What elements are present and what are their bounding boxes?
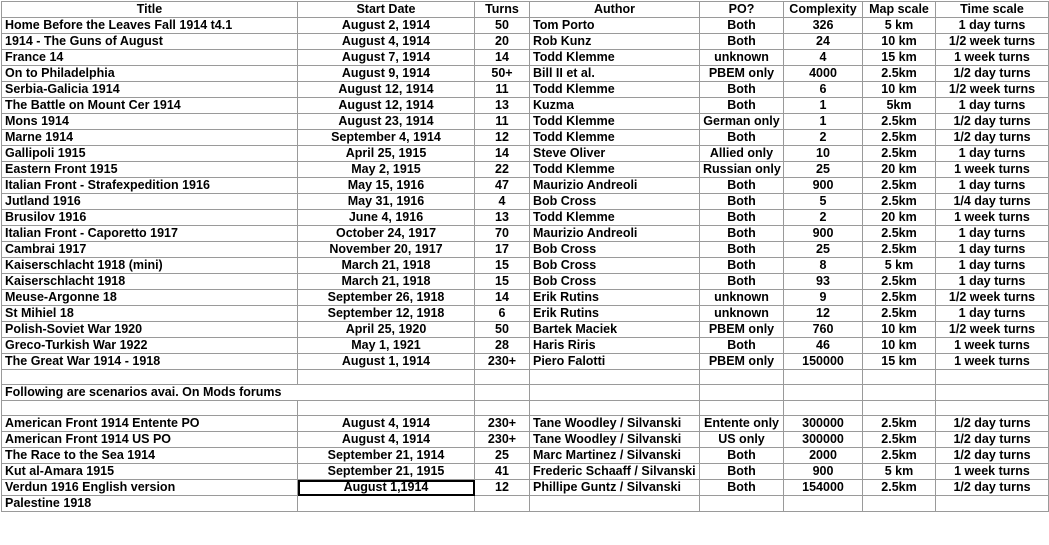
map-scale-cell[interactable]: 2.5km xyxy=(863,416,936,432)
complexity-cell[interactable]: 1 xyxy=(784,98,863,114)
complexity-cell[interactable]: 900 xyxy=(784,226,863,242)
title-cell[interactable]: Greco-Turkish War 1922 xyxy=(2,338,298,354)
author-cell[interactable]: Bill II et al. xyxy=(530,66,700,82)
title-cell[interactable]: Eastern Front 1915 xyxy=(2,162,298,178)
complexity-cell[interactable]: 2 xyxy=(784,130,863,146)
table-cell[interactable] xyxy=(784,370,863,385)
complexity-cell[interactable]: 900 xyxy=(784,178,863,194)
map-scale-cell[interactable]: 2.5km xyxy=(863,432,936,448)
start-date-cell[interactable]: March 21, 1918 xyxy=(298,258,475,274)
turns-cell[interactable]: 17 xyxy=(475,242,530,258)
complexity-cell[interactable]: 1 xyxy=(784,114,863,130)
table-row xyxy=(2,194,1049,210)
turns-cell[interactable]: 14 xyxy=(475,290,530,306)
po-cell[interactable]: Both xyxy=(700,480,784,496)
turns-cell[interactable]: 28 xyxy=(475,338,530,354)
author-cell[interactable]: Bob Cross xyxy=(530,242,700,258)
time-scale-cell[interactable]: 1 week turns xyxy=(936,338,1049,354)
column-header[interactable]: Title xyxy=(2,2,298,18)
title-cell[interactable]: St Mihiel 18 xyxy=(2,306,298,322)
author-cell[interactable]: Erik Rutins xyxy=(530,306,700,322)
po-cell[interactable]: Both xyxy=(700,210,784,226)
map-scale-cell[interactable] xyxy=(863,496,936,512)
time-scale-cell[interactable]: 1 week turns xyxy=(936,464,1049,480)
title-cell[interactable]: The Great War 1914 - 1918 xyxy=(2,354,298,370)
title-cell[interactable]: Jutland 1916 xyxy=(2,194,298,210)
table-cell[interactable] xyxy=(784,401,863,416)
column-header[interactable]: Author xyxy=(530,2,700,18)
map-scale-cell[interactable]: 5 km xyxy=(863,464,936,480)
table-row xyxy=(2,338,1049,354)
time-scale-cell[interactable]: 1/2 day turns xyxy=(936,66,1049,82)
map-scale-cell[interactable]: 2.5km xyxy=(863,130,936,146)
time-scale-cell[interactable]: 1/4 day turns xyxy=(936,194,1049,210)
author-cell[interactable]: Erik Rutins xyxy=(530,290,700,306)
map-scale-cell[interactable]: 2.5km xyxy=(863,306,936,322)
map-scale-cell[interactable]: 2.5km xyxy=(863,114,936,130)
time-scale-cell[interactable]: 1/2 day turns xyxy=(936,448,1049,464)
complexity-cell[interactable]: 25 xyxy=(784,162,863,178)
po-cell[interactable]: unknown xyxy=(700,306,784,322)
column-header[interactable]: Start Date xyxy=(298,2,475,18)
author-cell[interactable]: Maurizio Andreoli xyxy=(530,178,700,194)
title-cell[interactable]: On to Philadelphia xyxy=(2,66,298,82)
complexity-cell[interactable]: 4 xyxy=(784,50,863,66)
complexity-cell[interactable]: 4000 xyxy=(784,66,863,82)
time-scale-cell[interactable]: 1 week turns xyxy=(936,50,1049,66)
map-scale-cell[interactable]: 2.5km xyxy=(863,226,936,242)
time-scale-cell[interactable] xyxy=(936,496,1049,512)
complexity-cell[interactable]: 93 xyxy=(784,274,863,290)
turns-cell[interactable]: 50+ xyxy=(475,66,530,82)
table-row xyxy=(2,480,1049,496)
start-date-cell[interactable]: September 12, 1918 xyxy=(298,306,475,322)
title-cell[interactable]: American Front 1914 Entente PO xyxy=(2,416,298,432)
start-date-cell[interactable]: August 7, 1914 xyxy=(298,50,475,66)
start-date-cell[interactable]: August 23, 1914 xyxy=(298,114,475,130)
start-date-cell[interactable]: May 15, 1916 xyxy=(298,178,475,194)
title-cell[interactable]: Kut al-Amara 1915 xyxy=(2,464,298,480)
table-cell[interactable] xyxy=(700,385,784,401)
author-cell[interactable]: Tane Woodley / Silvanski xyxy=(530,416,700,432)
author-cell[interactable]: Piero Falotti xyxy=(530,354,700,370)
po-cell[interactable]: unknown xyxy=(700,50,784,66)
table-row xyxy=(2,18,1049,34)
author-cell[interactable]: Kuzma xyxy=(530,98,700,114)
start-date-cell[interactable]: April 25, 1920 xyxy=(298,322,475,338)
map-scale-cell[interactable]: 2.5km xyxy=(863,290,936,306)
po-cell[interactable]: PBEM only xyxy=(700,66,784,82)
column-header[interactable]: Complexity xyxy=(784,2,863,18)
start-date-cell[interactable]: May 2, 1915 xyxy=(298,162,475,178)
turns-cell[interactable]: 15 xyxy=(475,274,530,290)
turns-cell[interactable]: 4 xyxy=(475,194,530,210)
po-cell[interactable]: Both xyxy=(700,274,784,290)
time-scale-cell[interactable]: 1/2 week turns xyxy=(936,82,1049,98)
time-scale-cell[interactable]: 1 day turns xyxy=(936,18,1049,34)
table-row xyxy=(2,354,1049,370)
table-row xyxy=(2,496,1049,512)
turns-cell[interactable]: 13 xyxy=(475,210,530,226)
table-cell[interactable] xyxy=(475,385,530,401)
po-cell[interactable]: Both xyxy=(700,34,784,50)
scenario-spreadsheet xyxy=(1,1,1049,512)
table-row xyxy=(2,66,1049,82)
complexity-cell[interactable]: 2 xyxy=(784,210,863,226)
complexity-cell[interactable] xyxy=(784,496,863,512)
mods-note[interactable]: Following are scenarios avai. On Mods forums xyxy=(2,385,475,401)
column-header[interactable]: PO? xyxy=(700,2,784,18)
turns-cell[interactable]: 70 xyxy=(475,226,530,242)
table-cell[interactable] xyxy=(2,401,298,416)
table-row xyxy=(2,162,1049,178)
table-cell[interactable] xyxy=(936,401,1049,416)
start-date-cell[interactable]: March 21, 1918 xyxy=(298,274,475,290)
map-scale-cell[interactable]: 20 km xyxy=(863,210,936,226)
title-cell[interactable]: Kaiserschlacht 1918 xyxy=(2,274,298,290)
start-date-cell[interactable]: May 31, 1916 xyxy=(298,194,475,210)
title-cell[interactable]: Italian Front - Caporetto 1917 xyxy=(2,226,298,242)
title-cell[interactable]: The Race to the Sea 1914 xyxy=(2,448,298,464)
column-header[interactable]: Map scale xyxy=(863,2,936,18)
start-date-cell[interactable]: August 4, 1914 xyxy=(298,432,475,448)
complexity-cell[interactable]: 9 xyxy=(784,290,863,306)
table-row xyxy=(2,146,1049,162)
author-cell[interactable]: Haris Riris xyxy=(530,338,700,354)
author-cell[interactable]: Bob Cross xyxy=(530,258,700,274)
title-cell[interactable]: American Front 1914 US PO xyxy=(2,432,298,448)
start-date-cell[interactable]: April 25, 1915 xyxy=(298,146,475,162)
po-cell[interactable]: Both xyxy=(700,226,784,242)
author-cell[interactable]: Tom Porto xyxy=(530,18,700,34)
time-scale-cell[interactable]: 1 week turns xyxy=(936,354,1049,370)
table-cell[interactable] xyxy=(530,370,700,385)
map-scale-cell[interactable]: 2.5km xyxy=(863,178,936,194)
blank-row xyxy=(2,401,1049,416)
map-scale-cell[interactable]: 15 km xyxy=(863,50,936,66)
po-cell[interactable]: Both xyxy=(700,258,784,274)
table-row xyxy=(2,322,1049,338)
table-cell[interactable] xyxy=(784,385,863,401)
title-cell[interactable]: 1914 - The Guns of August xyxy=(2,34,298,50)
author-cell[interactable]: Bob Cross xyxy=(530,274,700,290)
author-cell[interactable]: Todd Klemme xyxy=(530,130,700,146)
scenario-rows xyxy=(2,18,1049,370)
start-date-cell[interactable]: August 12, 1914 xyxy=(298,98,475,114)
complexity-cell[interactable]: 25 xyxy=(784,242,863,258)
start-date-cell[interactable]: September 21, 1915 xyxy=(298,464,475,480)
po-cell[interactable]: US only xyxy=(700,432,784,448)
map-scale-cell[interactable]: 2.5km xyxy=(863,242,936,258)
complexity-cell[interactable]: 24 xyxy=(784,34,863,50)
title-cell[interactable]: Marne 1914 xyxy=(2,130,298,146)
complexity-cell[interactable]: 46 xyxy=(784,338,863,354)
table-row xyxy=(2,130,1049,146)
title-cell[interactable]: Brusilov 1916 xyxy=(2,210,298,226)
po-cell[interactable]: Both xyxy=(700,338,784,354)
complexity-cell[interactable]: 5 xyxy=(784,194,863,210)
table-cell[interactable] xyxy=(530,401,700,416)
time-scale-cell[interactable]: 1/2 week turns xyxy=(936,290,1049,306)
complexity-cell[interactable]: 154000 xyxy=(784,480,863,496)
turns-cell[interactable]: 47 xyxy=(475,178,530,194)
map-scale-cell[interactable]: 15 km xyxy=(863,354,936,370)
map-scale-cell[interactable]: 10 km xyxy=(863,82,936,98)
note-row xyxy=(2,385,1049,401)
po-cell[interactable]: Allied only xyxy=(700,146,784,162)
table-cell[interactable] xyxy=(863,401,936,416)
title-cell[interactable]: The Battle on Mount Cer 1914 xyxy=(2,98,298,114)
title-cell[interactable]: Palestine 1918 xyxy=(2,496,298,512)
title-cell[interactable]: Polish-Soviet War 1920 xyxy=(2,322,298,338)
author-cell[interactable]: Phillipe Guntz / Silvanski xyxy=(530,480,700,496)
map-scale-cell[interactable]: 2.5km xyxy=(863,66,936,82)
time-scale-cell[interactable]: 1/2 day turns xyxy=(936,416,1049,432)
table-row xyxy=(2,464,1049,480)
map-scale-cell[interactable]: 5km xyxy=(863,98,936,114)
map-scale-cell[interactable]: 10 km xyxy=(863,34,936,50)
table-cell[interactable] xyxy=(700,370,784,385)
map-scale-cell[interactable]: 5 km xyxy=(863,18,936,34)
complexity-cell[interactable]: 6 xyxy=(784,82,863,98)
start-date-cell[interactable]: October 24, 1917 xyxy=(298,226,475,242)
table-row xyxy=(2,82,1049,98)
time-scale-cell[interactable]: 1 week turns xyxy=(936,162,1049,178)
po-cell[interactable]: Both xyxy=(700,178,784,194)
po-cell[interactable]: German only xyxy=(700,114,784,130)
table-row xyxy=(2,98,1049,114)
complexity-cell[interactable]: 300000 xyxy=(784,432,863,448)
complexity-cell[interactable]: 12 xyxy=(784,306,863,322)
author-cell[interactable] xyxy=(530,496,700,512)
title-cell[interactable]: Gallipoli 1915 xyxy=(2,146,298,162)
time-scale-cell[interactable]: 1 day turns xyxy=(936,306,1049,322)
turns-cell[interactable]: 11 xyxy=(475,82,530,98)
turns-cell[interactable]: 14 xyxy=(475,50,530,66)
author-cell[interactable]: Todd Klemme xyxy=(530,50,700,66)
title-cell[interactable]: Mons 1914 xyxy=(2,114,298,130)
map-scale-cell[interactable]: 2.5km xyxy=(863,146,936,162)
time-scale-cell[interactable]: 1/2 week turns xyxy=(936,322,1049,338)
map-scale-cell[interactable]: 10 km xyxy=(863,322,936,338)
start-date-cell[interactable]: August 2, 1914 xyxy=(298,18,475,34)
start-date-cell[interactable]: August 12, 1914 xyxy=(298,82,475,98)
table-cell[interactable] xyxy=(530,385,700,401)
table-row xyxy=(2,210,1049,226)
start-date-cell[interactable]: June 4, 1916 xyxy=(298,210,475,226)
note-section xyxy=(2,370,1049,416)
time-scale-cell[interactable]: 1 day turns xyxy=(936,258,1049,274)
po-cell[interactable]: Both xyxy=(700,242,784,258)
table-row xyxy=(2,226,1049,242)
time-scale-cell[interactable]: 1 day turns xyxy=(936,274,1049,290)
author-cell[interactable]: Tane Woodley / Silvanski xyxy=(530,432,700,448)
complexity-cell[interactable]: 326 xyxy=(784,18,863,34)
turns-cell[interactable]: 20 xyxy=(475,34,530,50)
table-row xyxy=(2,274,1049,290)
title-cell[interactable]: Home Before the Leaves Fall 1914 t4.1 xyxy=(2,18,298,34)
blank-row xyxy=(2,370,1049,385)
start-date-cell[interactable]: August 4, 1914 xyxy=(298,416,475,432)
turns-cell[interactable]: 230+ xyxy=(475,432,530,448)
table-row xyxy=(2,448,1049,464)
author-cell[interactable]: Bartek Maciek xyxy=(530,322,700,338)
table-row xyxy=(2,258,1049,274)
start-date-cell[interactable]: May 1, 1921 xyxy=(298,338,475,354)
start-date-cell[interactable]: August 4, 1914 xyxy=(298,34,475,50)
author-cell[interactable]: Bob Cross xyxy=(530,194,700,210)
complexity-cell[interactable]: 10 xyxy=(784,146,863,162)
table-cell[interactable] xyxy=(936,385,1049,401)
author-cell[interactable]: Rob Kunz xyxy=(530,34,700,50)
start-date-cell[interactable]: August 1,1914 xyxy=(298,480,475,496)
table-row xyxy=(2,416,1049,432)
complexity-cell[interactable]: 760 xyxy=(784,322,863,338)
table-cell[interactable] xyxy=(700,401,784,416)
table-cell[interactable] xyxy=(475,401,530,416)
time-scale-cell[interactable]: 1/2 day turns xyxy=(936,480,1049,496)
time-scale-cell[interactable]: 1 day turns xyxy=(936,178,1049,194)
start-date-cell[interactable] xyxy=(298,496,475,512)
table-cell[interactable] xyxy=(863,385,936,401)
author-cell[interactable]: Marc Martinez / Silvanski xyxy=(530,448,700,464)
turns-cell[interactable]: 230+ xyxy=(475,354,530,370)
table-row xyxy=(2,290,1049,306)
author-cell[interactable]: Frederic Schaaff / Silvanski xyxy=(530,464,700,480)
time-scale-cell[interactable]: 1/2 day turns xyxy=(936,130,1049,146)
po-cell[interactable]: PBEM only xyxy=(700,354,784,370)
author-cell[interactable]: Steve Oliver xyxy=(530,146,700,162)
title-cell[interactable]: Serbia-Galicia 1914 xyxy=(2,82,298,98)
turns-cell[interactable]: 25 xyxy=(475,448,530,464)
start-date-cell[interactable]: August 9, 1914 xyxy=(298,66,475,82)
po-cell[interactable]: Both xyxy=(700,98,784,114)
turns-cell[interactable]: 13 xyxy=(475,98,530,114)
time-scale-cell[interactable]: 1/2 day turns xyxy=(936,114,1049,130)
time-scale-cell[interactable]: 1 day turns xyxy=(936,98,1049,114)
turns-cell[interactable]: 11 xyxy=(475,114,530,130)
column-header[interactable]: Turns xyxy=(475,2,530,18)
time-scale-cell[interactable]: 1 day turns xyxy=(936,242,1049,258)
turns-cell[interactable]: 50 xyxy=(475,322,530,338)
title-cell[interactable]: Kaiserschlacht 1918 (mini) xyxy=(2,258,298,274)
time-scale-cell[interactable]: 1/2 week turns xyxy=(936,34,1049,50)
turns-cell[interactable]: 22 xyxy=(475,162,530,178)
complexity-cell[interactable]: 300000 xyxy=(784,416,863,432)
map-scale-cell[interactable]: 20 km xyxy=(863,162,936,178)
map-scale-cell[interactable]: 2.5km xyxy=(863,480,936,496)
complexity-cell[interactable]: 150000 xyxy=(784,354,863,370)
author-cell[interactable]: Todd Klemme xyxy=(530,162,700,178)
start-date-cell[interactable]: September 26, 1918 xyxy=(298,290,475,306)
table-row xyxy=(2,114,1049,130)
table-cell[interactable] xyxy=(298,401,475,416)
po-cell[interactable] xyxy=(700,496,784,512)
map-scale-cell[interactable]: 5 km xyxy=(863,258,936,274)
complexity-cell[interactable]: 8 xyxy=(784,258,863,274)
po-cell[interactable]: Both xyxy=(700,130,784,146)
po-cell[interactable]: Both xyxy=(700,448,784,464)
turns-cell[interactable]: 230+ xyxy=(475,416,530,432)
title-cell[interactable]: Meuse-Argonne 18 xyxy=(2,290,298,306)
column-header[interactable]: Time scale xyxy=(936,2,1049,18)
po-cell[interactable]: Entente only xyxy=(700,416,784,432)
map-scale-cell[interactable]: 2.5km xyxy=(863,448,936,464)
complexity-cell[interactable]: 2000 xyxy=(784,448,863,464)
table-cell[interactable] xyxy=(863,370,936,385)
table-cell[interactable] xyxy=(298,370,475,385)
time-scale-cell[interactable]: 1 week turns xyxy=(936,210,1049,226)
time-scale-cell[interactable]: 1/2 day turns xyxy=(936,432,1049,448)
table-row xyxy=(2,34,1049,50)
author-cell[interactable]: Maurizio Andreoli xyxy=(530,226,700,242)
table-row xyxy=(2,50,1049,66)
map-scale-cell[interactable]: 2.5km xyxy=(863,194,936,210)
table-row xyxy=(2,178,1049,194)
turns-cell[interactable]: 12 xyxy=(475,130,530,146)
po-cell[interactable]: Both xyxy=(700,82,784,98)
time-scale-cell[interactable]: 1 day turns xyxy=(936,146,1049,162)
title-cell[interactable]: Verdun 1916 English version xyxy=(2,480,298,496)
title-cell[interactable]: Italian Front - Strafexpedition 1916 xyxy=(2,178,298,194)
start-date-cell[interactable]: September 21, 1914 xyxy=(298,448,475,464)
time-scale-cell[interactable]: 1 day turns xyxy=(936,226,1049,242)
title-cell[interactable]: France 14 xyxy=(2,50,298,66)
start-date-cell[interactable]: August 1, 1914 xyxy=(298,354,475,370)
po-cell[interactable]: Both xyxy=(700,18,784,34)
header-row xyxy=(2,2,1049,18)
table-cell[interactable] xyxy=(2,370,298,385)
po-cell[interactable]: Both xyxy=(700,464,784,480)
po-cell[interactable]: Both xyxy=(700,194,784,210)
author-cell[interactable]: Todd Klemme xyxy=(530,82,700,98)
turns-cell[interactable]: 41 xyxy=(475,464,530,480)
author-cell[interactable]: Todd Klemme xyxy=(530,210,700,226)
po-cell[interactable]: Russian only xyxy=(700,162,784,178)
start-date-cell[interactable]: September 4, 1914 xyxy=(298,130,475,146)
table-cell[interactable] xyxy=(475,370,530,385)
table-row xyxy=(2,242,1049,258)
map-scale-cell[interactable]: 2.5km xyxy=(863,274,936,290)
complexity-cell[interactable]: 900 xyxy=(784,464,863,480)
author-cell[interactable]: Todd Klemme xyxy=(530,114,700,130)
mod-scenario-rows xyxy=(2,416,1049,512)
turns-cell[interactable]: 12 xyxy=(475,480,530,496)
title-cell[interactable]: Cambrai 1917 xyxy=(2,242,298,258)
table-row xyxy=(2,306,1049,322)
map-scale-cell[interactable]: 10 km xyxy=(863,338,936,354)
po-cell[interactable]: unknown xyxy=(700,290,784,306)
turns-cell[interactable]: 15 xyxy=(475,258,530,274)
turns-cell[interactable]: 50 xyxy=(475,18,530,34)
turns-cell[interactable]: 6 xyxy=(475,306,530,322)
po-cell[interactable]: PBEM only xyxy=(700,322,784,338)
turns-cell[interactable]: 14 xyxy=(475,146,530,162)
table-row xyxy=(2,432,1049,448)
start-date-cell[interactable]: November 20, 1917 xyxy=(298,242,475,258)
turns-cell[interactable] xyxy=(475,496,530,512)
table-cell[interactable] xyxy=(936,370,1049,385)
